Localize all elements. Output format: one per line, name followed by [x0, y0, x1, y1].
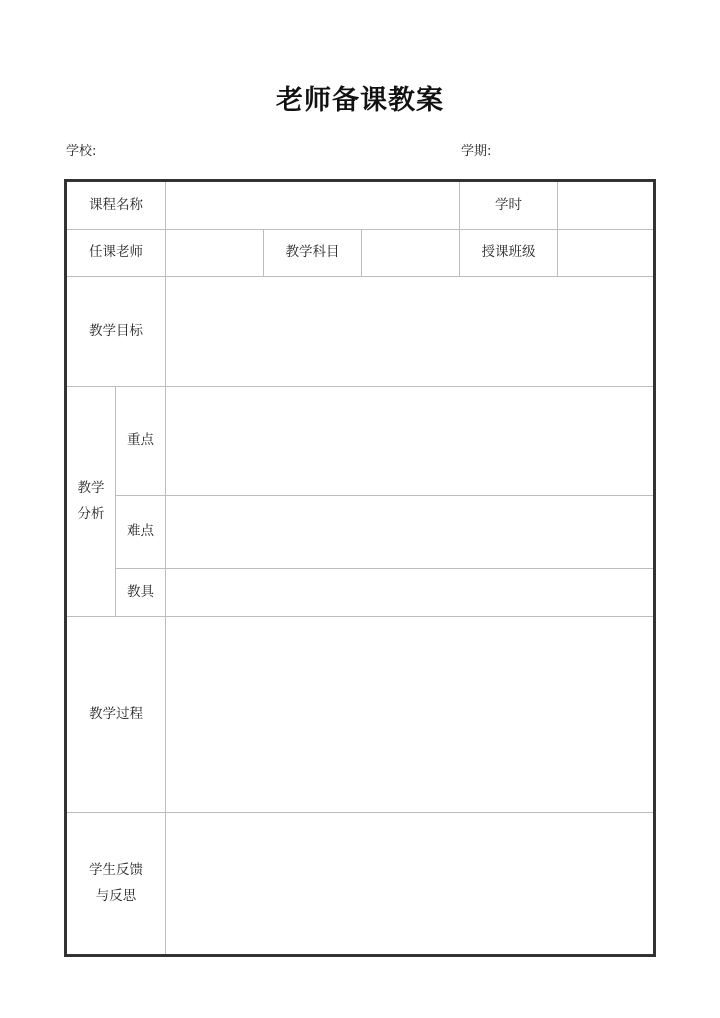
page-title: 老师备课教案	[276, 85, 444, 116]
table-row	[66, 813, 655, 956]
table-row	[66, 387, 655, 496]
key-points-field[interactable]	[166, 387, 655, 496]
feedback-label-line2: 与反思	[95, 887, 137, 904]
process-label: 教学过程	[66, 617, 166, 813]
term-label: 学期:	[461, 144, 492, 159]
course-name-label: 课程名称	[66, 181, 166, 230]
table-row	[66, 617, 655, 813]
table-row	[66, 181, 655, 230]
feedback-label-line1: 学生反馈	[89, 861, 143, 878]
feedback-field[interactable]	[166, 813, 655, 956]
school-label: 学校:	[66, 144, 97, 159]
analysis-label-line1: 教学	[77, 479, 105, 496]
feedback-label	[66, 813, 166, 956]
class-taught-field[interactable]	[558, 230, 655, 277]
subject-label: 教学科目	[264, 230, 362, 277]
analysis-label	[66, 387, 116, 617]
class-hours-field[interactable]	[558, 181, 655, 230]
course-name-field[interactable]	[166, 181, 460, 230]
table-row	[66, 277, 655, 387]
lesson-plan-table	[64, 179, 656, 957]
difficult-points-label: 难点	[116, 496, 166, 569]
teacher-field[interactable]	[166, 230, 264, 277]
table-row	[66, 230, 655, 277]
difficult-points-field[interactable]	[166, 496, 655, 569]
objectives-label: 教学目标	[66, 277, 166, 387]
class-taught-label: 授课班级	[460, 230, 558, 277]
table-row	[66, 569, 655, 617]
table-row	[66, 496, 655, 569]
teaching-aids-label: 教具	[116, 569, 166, 617]
subject-field[interactable]	[362, 230, 460, 277]
teacher-label: 任课老师	[66, 230, 166, 277]
class-hours-label: 学时	[460, 181, 558, 230]
teaching-aids-field[interactable]	[166, 569, 655, 617]
objectives-field[interactable]	[166, 277, 655, 387]
key-points-label: 重点	[116, 387, 166, 496]
process-field[interactable]	[166, 617, 655, 813]
analysis-label-line2: 分析	[77, 505, 105, 522]
